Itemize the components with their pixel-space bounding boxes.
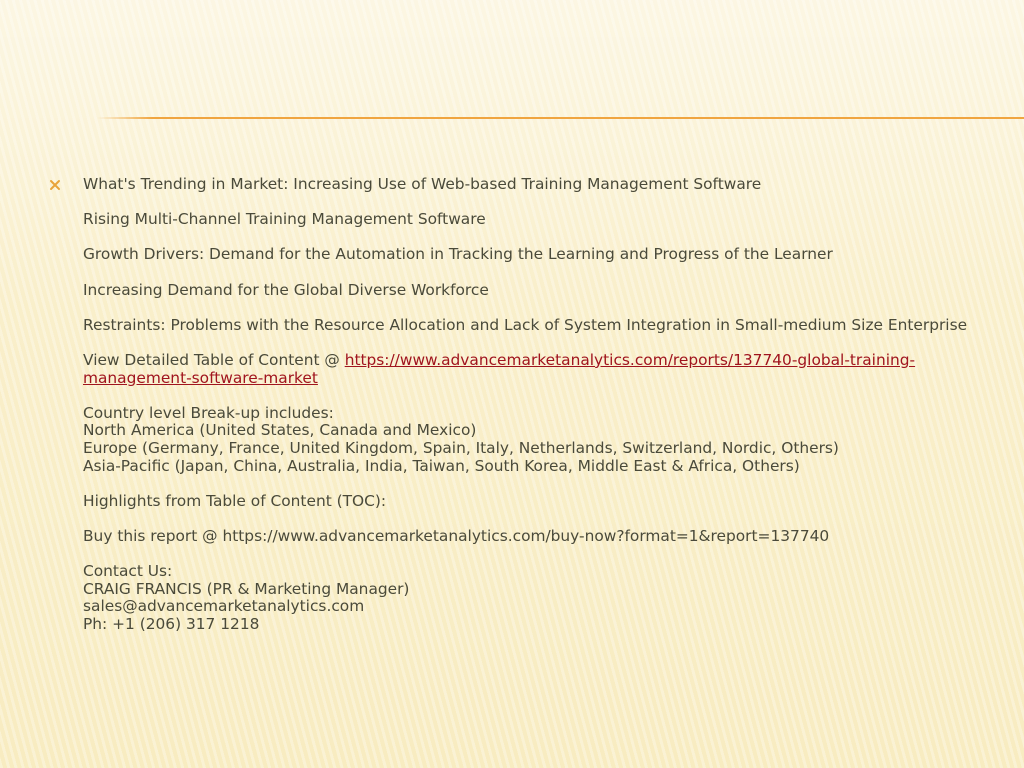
x-bullet-icon [48, 178, 62, 192]
bullet-body [83, 176, 998, 633]
contact-phone: Ph: +1 (206) 317 1218 [83, 614, 260, 633]
country-line-north-america: North America (United States, Canada and Mexico) [83, 421, 477, 440]
growth-drivers-text: Growth Drivers: Demand for the Automation in Tracking the Learning and Progress of the Learner [83, 245, 833, 264]
trend-text: What's Trending in Market: Increasing Use of Web-based Training Management Software [83, 175, 762, 193]
country-line-asia-pacific: Asia-Pacific (Japan, China, Australia, India, Taiwan, South Korea, Middle East & Africa, Others) [83, 456, 800, 475]
demand-text: Increasing Demand for the Global Diverse Workforce [83, 280, 489, 299]
contact-name: CRAIG FRANCIS (PR & Marketing Manager) [83, 579, 410, 598]
slide-content [48, 176, 998, 633]
country-heading: Country level Break-up includes: [83, 403, 334, 422]
country-breakup [83, 405, 998, 475]
contact-block [83, 563, 998, 633]
buy-text: Buy this report @ https://www.advancemarketanalytics.com/buy-now?format=1&report=137740 [83, 526, 830, 545]
contact-heading: Contact Us: [83, 562, 173, 581]
highlights-text: Highlights from Table of Content (TOC): [83, 491, 387, 510]
restraints-text: Restraints: Problems with the Resource Allocation and Lack of System Integration in Small-medium Size Enterprise [83, 315, 968, 334]
toc-link[interactable]: https://www.advancemarketanalytics.com/reports/137740-global-training-management-software-market [83, 350, 916, 387]
country-line-europe: Europe (Germany, France, United Kingdom, Spain, Italy, Netherlands, Switzerland, Nordic, Others) [83, 438, 839, 457]
toc-prefix: View Detailed Table of Content @ [83, 350, 345, 369]
header-divider [97, 117, 1024, 119]
contact-email: sales@advancemarketanalytics.com [83, 597, 365, 616]
rising-text: Rising Multi-Channel Training Management Software [83, 210, 486, 229]
toc-paragraph [83, 352, 998, 387]
